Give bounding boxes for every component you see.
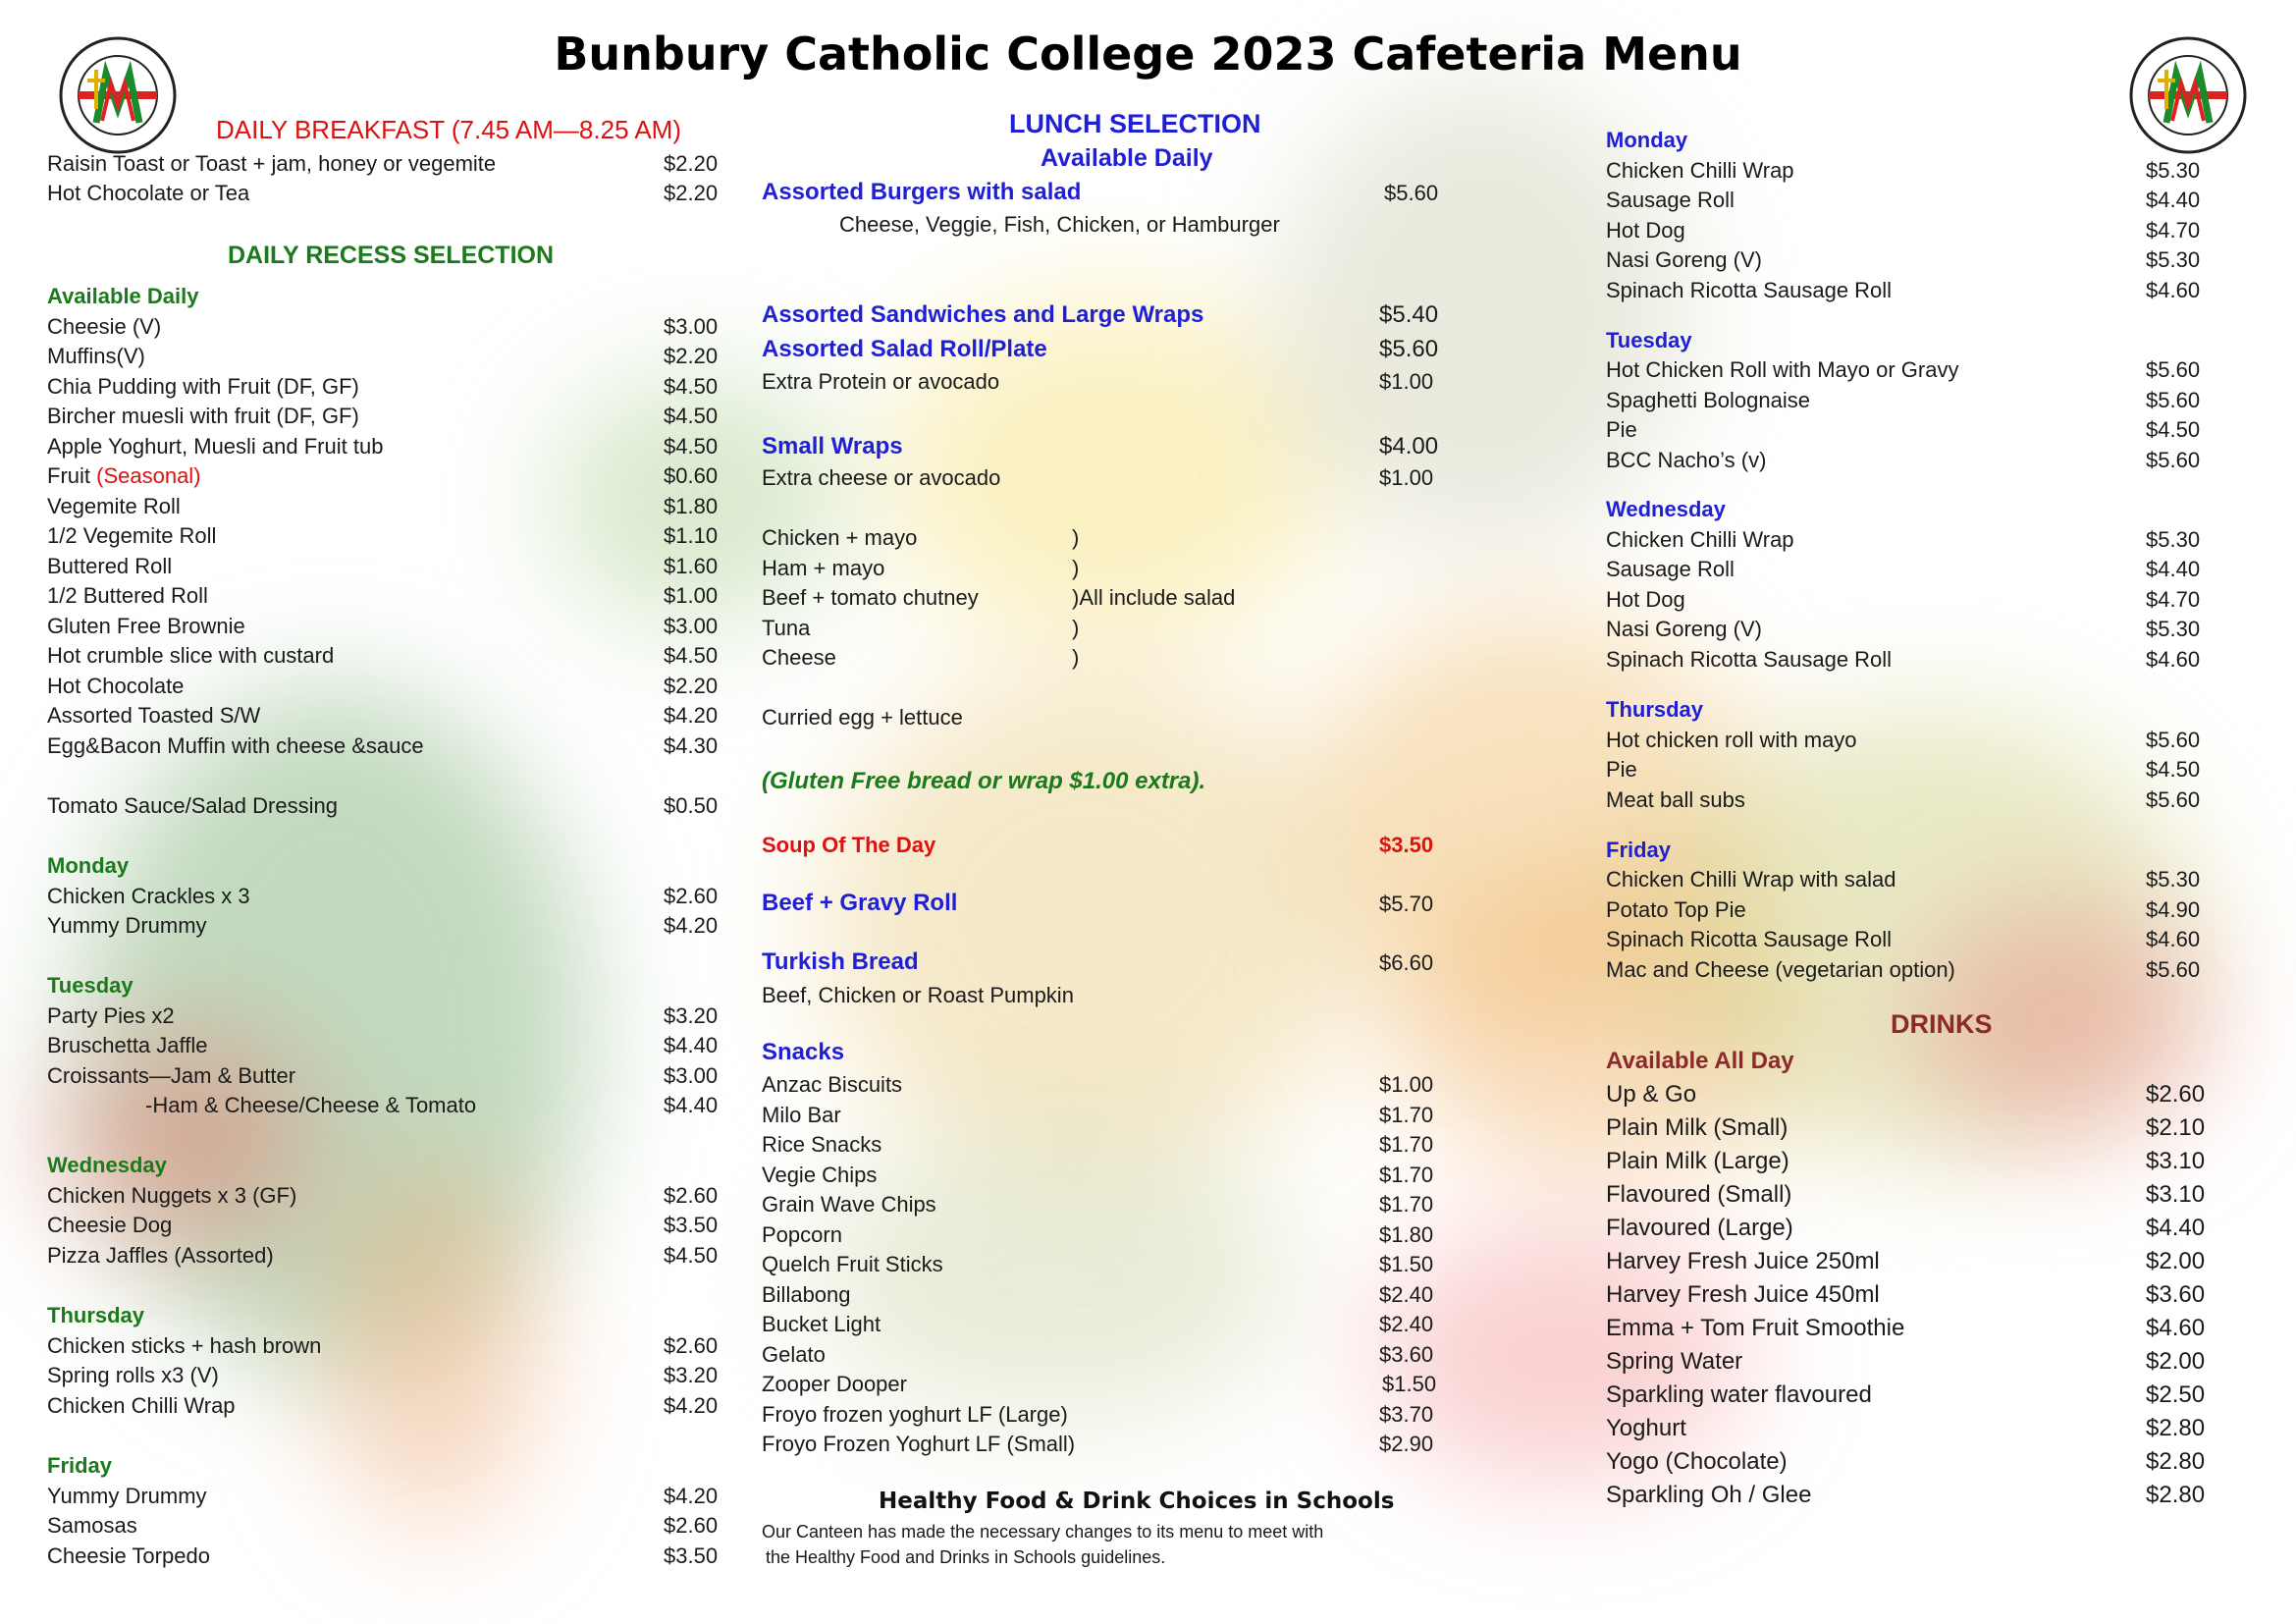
snack-item: Anzac Biscuits: [762, 1072, 903, 1097]
snack-item: Milo Bar: [762, 1103, 841, 1127]
soup-price: $3.50: [1379, 833, 1434, 857]
recess-price: $4.50: [664, 374, 719, 399]
recess-price: $3.00: [664, 314, 719, 339]
filling-bracket: ): [1072, 556, 1080, 580]
recess-price: $4.50: [664, 643, 719, 668]
hot-item: Pie: [1606, 757, 1637, 782]
recess-price: $1.60: [664, 554, 719, 578]
hot-price: $5.60: [2146, 728, 2201, 752]
recess-price: $1.10: [664, 523, 719, 548]
drink-price: $2.50: [2146, 1381, 2206, 1408]
hot-price: $4.60: [2146, 278, 2201, 302]
hot-item: Spaghetti Bolognaise: [1606, 388, 1810, 412]
snack-item: Grain Wave Chips: [762, 1192, 936, 1217]
filling-item: Chicken + mayo: [762, 525, 918, 550]
recess-day-price: $4.20: [664, 913, 719, 938]
drink-item: Flavoured (Large): [1606, 1215, 1793, 1241]
hot-item: Chicken Chilli Wrap: [1606, 527, 1794, 552]
hot-item: Chicken Chilli Wrap with salad: [1606, 867, 1896, 892]
recess-item: Chia Pudding with Fruit (DF, GF): [47, 374, 359, 399]
hot-item: Hot chicken roll with mayo: [1606, 728, 1857, 752]
drink-item: Emma + Tom Fruit Smoothie: [1606, 1315, 1905, 1341]
snack-price: $1.70: [1379, 1163, 1434, 1187]
recess-day-price: $3.50: [664, 1213, 719, 1237]
drink-item: Spring Water: [1606, 1348, 1743, 1375]
hot-price: $5.30: [2146, 617, 2201, 641]
recess-day-monday: Monday: [47, 853, 130, 878]
snack-price: $2.40: [1379, 1282, 1434, 1307]
extra-protein-price: $1.00: [1379, 369, 1434, 394]
recess-day-thursday: Thursday: [47, 1303, 145, 1327]
recess-item: Buttered Roll: [47, 554, 173, 578]
drink-item: Plain Milk (Small): [1606, 1114, 1789, 1141]
hot-item: Meat ball subs: [1606, 787, 1745, 812]
filling-item: Cheese: [762, 645, 836, 670]
drink-item: Plain Milk (Large): [1606, 1148, 1789, 1174]
recess-price: $2.20: [664, 674, 719, 698]
recess-day-item: -Ham & Cheese/Cheese & Tomato: [145, 1093, 477, 1117]
drink-item: Harvey Fresh Juice 450ml: [1606, 1281, 1880, 1308]
recess-day-price: $4.20: [664, 1393, 719, 1418]
healthy-line-2: the Healthy Food and Drinks in Schools guidelines.: [766, 1547, 1166, 1567]
drink-price: $2.60: [2146, 1081, 2206, 1108]
extra-protein: Extra Protein or avocado: [762, 369, 1000, 394]
burgers-label: Assorted Burgers with salad: [762, 179, 1082, 205]
recess-item: Hot Chocolate: [47, 674, 185, 698]
recess-item: 1/2 Vegemite Roll: [47, 523, 217, 548]
snack-price: $1.70: [1379, 1132, 1434, 1157]
hot-item: Nasi Goreng (V): [1606, 247, 1762, 272]
turkish-detail: Beef, Chicken or Roast Pumpkin: [762, 983, 1074, 1007]
hot-price: $4.60: [2146, 647, 2201, 672]
snack-price: $1.70: [1379, 1192, 1434, 1217]
breakfast-price: $2.20: [664, 181, 719, 205]
hot-price: $4.60: [2146, 927, 2201, 951]
recess-day-item: Spring rolls x3 (V): [47, 1363, 219, 1387]
snack-price: $1.50: [1382, 1372, 1437, 1396]
recess-day-item: Chicken Chilli Wrap: [47, 1393, 236, 1418]
recess-item: Bircher muesli with fruit (DF, GF): [47, 404, 359, 428]
recess-day-item: Yummy Drummy: [47, 1484, 207, 1508]
drink-item: Harvey Fresh Juice 250ml: [1606, 1248, 1880, 1274]
recess-day-item: Cheesie Torpedo: [47, 1543, 210, 1568]
recess-price: $0.60: [664, 463, 719, 488]
recess-day-price: $2.60: [664, 1183, 719, 1208]
hot-price: $4.40: [2146, 188, 2201, 212]
recess-price: $2.20: [664, 344, 719, 368]
snack-item: Gelato: [762, 1342, 826, 1367]
hot-day-monday: Monday: [1606, 128, 1688, 152]
snack-item: Vegie Chips: [762, 1163, 878, 1187]
recess-day-item: Bruschetta Jaffle: [47, 1033, 208, 1057]
recess-item: Vegemite Roll: [47, 494, 181, 518]
filling-bracket: ): [1072, 525, 1080, 550]
recess-day-item: Croissants—Jam & Butter: [47, 1063, 296, 1088]
snack-price: $1.00: [1379, 1072, 1434, 1097]
drink-price: $3.10: [2146, 1148, 2206, 1174]
recess-day-price: $4.50: [664, 1243, 719, 1268]
lunch-available-label: Available Daily: [1041, 144, 1213, 172]
recess-extra-price: $0.50: [664, 793, 719, 818]
recess-day-price: $4.20: [664, 1484, 719, 1508]
hot-price: $4.70: [2146, 587, 2201, 612]
recess-day-item: Samosas: [47, 1513, 137, 1538]
sandwiches-price: $5.40: [1379, 301, 1439, 328]
hot-price: $5.60: [2146, 448, 2201, 472]
recess-day-price: $4.40: [664, 1033, 719, 1057]
hot-day-tuesday: Tuesday: [1606, 328, 1692, 352]
hot-item: Mac and Cheese (vegetarian option): [1606, 957, 1955, 982]
hot-day-thursday: Thursday: [1606, 697, 1704, 722]
hot-item: Sausage Roll: [1606, 188, 1735, 212]
recess-day-wednesday: Wednesday: [47, 1153, 167, 1177]
hot-price: $4.50: [2146, 417, 2201, 442]
snack-item: Froyo frozen yoghurt LF (Large): [762, 1402, 1068, 1427]
snack-price: $2.40: [1379, 1312, 1434, 1336]
drinks-available-label: Available All Day: [1606, 1048, 1794, 1074]
salad-label: Assorted Salad Roll/Plate: [762, 336, 1047, 362]
filling-item: Ham + mayo: [762, 556, 885, 580]
recess-available-label: Available Daily: [47, 284, 199, 308]
snacks-heading: Snacks: [762, 1039, 845, 1065]
recess-price: $3.00: [664, 614, 719, 638]
recess-item: Hot crumble slice with custard: [47, 643, 335, 668]
hot-price: $4.40: [2146, 557, 2201, 581]
hot-day-friday: Friday: [1606, 838, 1672, 862]
recess-item: Apple Yoghurt, Muesli and Fruit tub: [47, 434, 384, 459]
recess-day-price: $3.50: [664, 1543, 719, 1568]
breakfast-item: Raisin Toast or Toast + jam, honey or vegemite: [47, 151, 497, 176]
hot-item: Spinach Ricotta Sausage Roll: [1606, 278, 1893, 302]
recess-day-item: Yummy Drummy: [47, 913, 207, 938]
drink-price: $4.60: [2146, 1315, 2206, 1341]
drink-price: $2.80: [2146, 1448, 2206, 1475]
drink-price: $2.00: [2146, 1248, 2206, 1274]
recess-day-price: $3.20: [664, 1003, 719, 1028]
curried-egg: Curried egg + lettuce: [762, 705, 963, 730]
drink-item: Up & Go: [1606, 1081, 1697, 1108]
filling-item: Tuna: [762, 616, 811, 640]
breakfast-price: $2.20: [664, 151, 719, 176]
healthy-heading: Healthy Food & Drink Choices in Schools: [879, 1489, 1395, 1514]
recess-day-price: $2.60: [664, 1513, 719, 1538]
recess-item: Assorted Toasted S/W: [47, 703, 261, 728]
recess-item: Gluten Free Brownie: [47, 614, 245, 638]
hot-item: Spinach Ricotta Sausage Roll: [1606, 647, 1893, 672]
drink-price: $3.10: [2146, 1181, 2206, 1208]
drinks-heading: DRINKS: [1891, 1009, 1993, 1039]
hot-item: BCC Nacho’s (v): [1606, 448, 1767, 472]
hot-price: $5.60: [2146, 787, 2201, 812]
snack-item: Popcorn: [762, 1222, 842, 1247]
hot-item: Nasi Goreng (V): [1606, 617, 1762, 641]
hot-item: Chicken Chilli Wrap: [1606, 158, 1794, 183]
small-wraps-label: Small Wraps: [762, 433, 903, 460]
hot-price: $5.30: [2146, 867, 2201, 892]
lunch-heading: LUNCH SELECTION: [1009, 109, 1261, 138]
extra-cheese-price: $1.00: [1379, 465, 1434, 490]
hot-price: $5.30: [2146, 158, 2201, 183]
snack-price: $3.60: [1379, 1342, 1434, 1367]
small-wraps-price: $4.00: [1379, 433, 1439, 460]
drink-item: Sparkling water flavoured: [1606, 1381, 1872, 1408]
snack-item: Billabong: [762, 1282, 851, 1307]
drink-price: $2.80: [2146, 1415, 2206, 1441]
extra-cheese: Extra cheese or avocado: [762, 465, 1001, 490]
recess-price: $4.50: [664, 434, 719, 459]
hot-day-wednesday: Wednesday: [1606, 497, 1726, 521]
filling-item: Beef + tomato chutney: [762, 585, 979, 610]
hot-item: Pie: [1606, 417, 1637, 442]
hot-price: $4.90: [2146, 897, 2201, 922]
recess-extra: Tomato Sauce/Salad Dressing: [47, 793, 338, 818]
snack-price: $1.50: [1379, 1252, 1434, 1276]
drink-item: Yogo (Chocolate): [1606, 1448, 1788, 1475]
beef-gravy-label: Beef + Gravy Roll: [762, 890, 958, 916]
seasonal-note: (Seasonal): [96, 463, 201, 488]
fillings-note-text: All include salad: [1079, 585, 1236, 610]
drink-price: $2.00: [2146, 1348, 2206, 1375]
page-title: Bunbury Catholic College 2023 Cafeteria Menu: [554, 27, 1742, 81]
snack-item: Zooper Dooper: [762, 1372, 907, 1396]
recess-day-item: Party Pies x2: [47, 1003, 175, 1028]
recess-day-price: $3.00: [664, 1063, 719, 1088]
turkish-label: Turkish Bread: [762, 948, 919, 975]
hot-item: Sausage Roll: [1606, 557, 1735, 581]
recess-item: Egg&Bacon Muffin with cheese &sauce: [47, 733, 424, 758]
recess-price: $4.20: [664, 703, 719, 728]
hot-item: Hot Dog: [1606, 587, 1685, 612]
recess-day-price: $2.60: [664, 884, 719, 908]
recess-item-name: Fruit: [47, 463, 90, 488]
filling-note: )All include salad: [1072, 585, 1236, 610]
turkish-price: $6.60: [1379, 950, 1434, 975]
snack-price: $3.70: [1379, 1402, 1434, 1427]
recess-day-price: $3.20: [664, 1363, 719, 1387]
snack-item: Quelch Fruit Sticks: [762, 1252, 943, 1276]
recess-price: $4.50: [664, 404, 719, 428]
soup-label: Soup Of The Day: [762, 833, 936, 857]
drink-item: Flavoured (Small): [1606, 1181, 1792, 1208]
snack-item: Rice Snacks: [762, 1132, 882, 1157]
breakfast-item: Hot Chocolate or Tea: [47, 181, 250, 205]
hot-item: Hot Chicken Roll with Mayo or Gravy: [1606, 357, 1959, 382]
hot-item: Spinach Ricotta Sausage Roll: [1606, 927, 1893, 951]
hot-price: $5.60: [2146, 957, 2201, 982]
recess-day-tuesday: Tuesday: [47, 973, 133, 998]
snack-price: $1.80: [1379, 1222, 1434, 1247]
drink-price: $3.60: [2146, 1281, 2206, 1308]
hot-item: Potato Top Pie: [1606, 897, 1746, 922]
recess-price: $1.80: [664, 494, 719, 518]
recess-price: $4.30: [664, 733, 719, 758]
hot-price: $4.70: [2146, 218, 2201, 243]
drink-price: $4.40: [2146, 1215, 2206, 1241]
healthy-line-1: Our Canteen has made the necessary changes to its menu to meet with: [762, 1522, 1324, 1542]
recess-day-item: Cheesie Dog: [47, 1213, 173, 1237]
snack-item: Froyo Frozen Yoghurt LF (Small): [762, 1432, 1076, 1456]
filling-bracket: ): [1072, 645, 1080, 670]
snack-price: $2.90: [1379, 1432, 1434, 1456]
recess-heading: DAILY RECESS SELECTION: [228, 242, 555, 269]
hot-price: $5.60: [2146, 357, 2201, 382]
beef-gravy-price: $5.70: [1379, 892, 1434, 916]
drink-item: Yoghurt: [1606, 1415, 1686, 1441]
recess-day-item: Chicken Crackles x 3: [47, 884, 250, 908]
recess-day-friday: Friday: [47, 1453, 113, 1478]
burgers-price: $5.60: [1384, 181, 1439, 205]
breakfast-heading: DAILY BREAKFAST (7.45 AM—8.25 AM): [216, 115, 681, 144]
recess-item: Cheesie (V): [47, 314, 162, 339]
drink-price: $2.10: [2146, 1114, 2206, 1141]
snack-price: $1.70: [1379, 1103, 1434, 1127]
hot-item: Hot Dog: [1606, 218, 1685, 243]
recess-day-item: Chicken sticks + hash brown: [47, 1333, 322, 1358]
hot-price: $5.30: [2146, 527, 2201, 552]
drink-item: Sparkling Oh / Glee: [1606, 1482, 1812, 1508]
sandwiches-label: Assorted Sandwiches and Large Wraps: [762, 301, 1204, 328]
drink-price: $2.80: [2146, 1482, 2206, 1508]
hot-price: $5.60: [2146, 388, 2201, 412]
recess-day-item: Chicken Nuggets x 3 (GF): [47, 1183, 297, 1208]
gluten-free-note: (Gluten Free bread or wrap $1.00 extra).: [762, 768, 1206, 794]
recess-day-price: $4.40: [664, 1093, 719, 1117]
snack-item: Bucket Light: [762, 1312, 881, 1336]
hot-price: $4.50: [2146, 757, 2201, 782]
filling-bracket: ): [1072, 616, 1080, 640]
hot-price: $5.30: [2146, 247, 2201, 272]
salad-price: $5.60: [1379, 336, 1439, 362]
recess-item: Muffins(V): [47, 344, 145, 368]
recess-item: 1/2 Buttered Roll: [47, 583, 208, 608]
burgers-detail: Cheese, Veggie, Fish, Chicken, or Hamburger: [839, 212, 1280, 237]
recess-day-price: $2.60: [664, 1333, 719, 1358]
recess-day-item: Pizza Jaffles (Assorted): [47, 1243, 274, 1268]
recess-price: $1.00: [664, 583, 719, 608]
